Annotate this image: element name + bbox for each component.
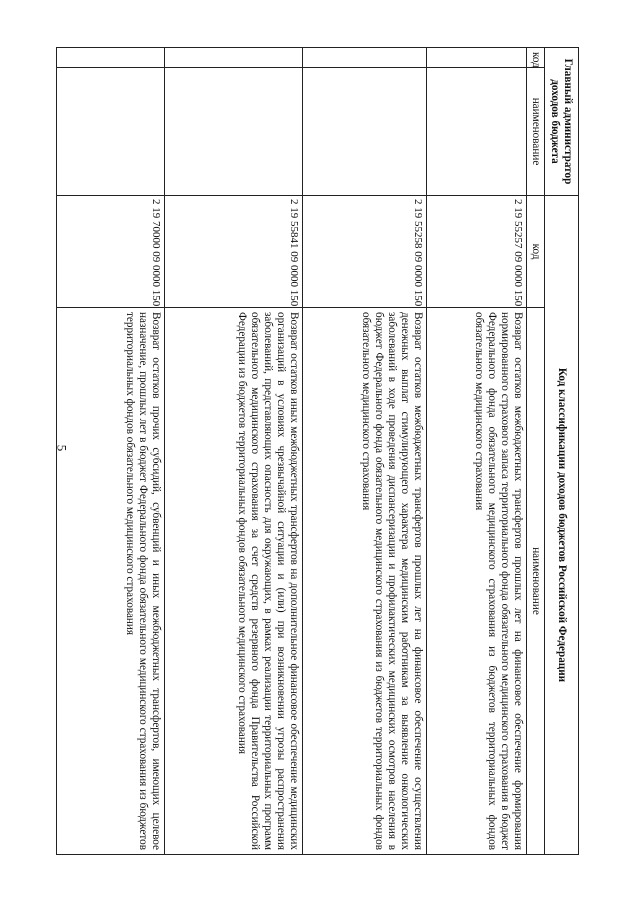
row-admin-code (57, 48, 165, 68)
row-name: Возврат остатков межбюджетных трансфертов прошлых лет на финансовое обеспечение формирования нормированного страхового запаса территориального фонда обязательного медицинского страхования в бюджет Федерального фонда обязательного медицинского страхования из бюджетов территориальных фондов обязательного медицинского страхования (427, 308, 527, 855)
header-admin-name: наименование (527, 68, 545, 196)
header-class-code: код (527, 196, 545, 308)
table-row (165, 48, 303, 855)
row-admin-name (303, 68, 427, 196)
row-code: 2 19 55841 09 0000 150 (165, 196, 303, 308)
table-row (427, 48, 527, 855)
header-row-groups (545, 48, 579, 855)
header-admin-group: Главный администратор доходов бюджета (545, 48, 579, 196)
row-admin-code (427, 48, 527, 68)
row-name: Возврат остатков прочих субсидий, субвенций и иных межбюджетных трансфертов, имеющих целевое назначение, прошлых лет в бюджет Федерального фонда обязательного медицинского страхования из бюджетов территориальных фондов обязательного медицинского страхования (57, 308, 165, 855)
row-code: 2 19 55257 09 0000 150 (427, 196, 527, 308)
header-classification-group: Код классификации доходов бюджетов Российской Федерации (545, 196, 579, 855)
row-admin-name (165, 68, 303, 196)
budget-classification-table (56, 47, 579, 855)
row-admin-name (57, 68, 165, 196)
row-code: 2 19 70000 09 0000 150 (57, 196, 165, 308)
row-name: Возврат остатков межбюджетных трансфертов прошлых лет на финансовое обеспечение осуществления денежных выплат стимулирующего характера медицинским работникам за выявление онкологических заболеваний в ходе проведения диспансеризации и профилактических медицинских осмотров населения в бюджет Федерального фонда обязательного медицинского страхования из бюджетов территориальных фондов обязательного медицинского страхования (303, 308, 427, 855)
table-row (57, 48, 165, 855)
row-admin-name (427, 68, 527, 196)
row-admin-code (303, 48, 427, 68)
row-name: Возврат остатков иных межбюджетных трансфертов на дополнительное финансовое обеспечение медицинских организаций в условиях чрезвычайной ситуации и (или) при возникновении угрозы распространения заболеваний, представляющих опасность для окружающих, в рамках реализации территориальных программ обязательного медицинского страхования за счет средств резервного фонда Правительства Российской Федерации из бюджетов территориальных фондов обязательного медицинского страхования (165, 308, 303, 855)
row-admin-code (165, 48, 303, 68)
table-row (303, 48, 427, 855)
page-number: 5 (54, 444, 70, 452)
header-admin-code: код (527, 48, 545, 68)
row-code: 2 19 55258 09 0000 150 (303, 196, 427, 308)
rotated-table-container (59, 47, 579, 855)
header-row-columns (527, 48, 545, 855)
header-class-name: наименование (527, 308, 545, 855)
